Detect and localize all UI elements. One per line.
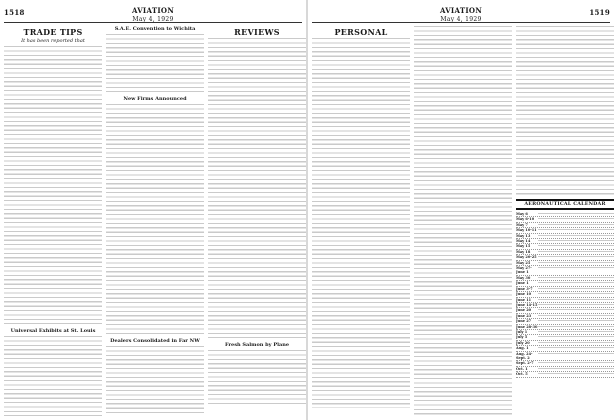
- right-column-1: [312, 26, 410, 416]
- calendar-event-text: [538, 353, 614, 356]
- calendar-event-text: [538, 336, 614, 339]
- calendar-date: July 5: [516, 335, 528, 340]
- sae-convention-headline: S.A.E. Convention to Wichita: [114, 26, 196, 32]
- calendar-event-text: [538, 277, 614, 280]
- calendar-event-text: [538, 293, 614, 296]
- universal-exhibits-headline: Universal Exhibits at St. Louis: [10, 328, 96, 334]
- calendar-date: Aug. 24-Sept. 2: [516, 351, 533, 360]
- calendar-event-text: [538, 256, 614, 259]
- calendar-date: May 6-10: [516, 217, 535, 222]
- calendar-date: May 6: [516, 212, 528, 216]
- calendar-event-text: [538, 282, 614, 285]
- calendar-date: May 20-25: [516, 255, 537, 260]
- calendar-event-text: [538, 347, 614, 350]
- calendar-row: [516, 372, 614, 377]
- calendar-event-text: [538, 299, 614, 302]
- calendar-event-text: [538, 245, 614, 248]
- new-firms-headline: New Firms Announced: [123, 96, 187, 102]
- left-column-1: [4, 26, 102, 416]
- sae-convention-body: [106, 34, 204, 92]
- trade-tips-body: [4, 46, 102, 324]
- calendar-date: June 1: [516, 281, 529, 286]
- dealers-consolidated-headline: Dealers Consolidated in Far NW: [110, 338, 200, 344]
- calendar-event-text: [538, 373, 614, 376]
- right-running-head: [312, 6, 610, 26]
- calendar-date: June 20: [516, 308, 532, 313]
- calendar-date: July 20: [516, 340, 530, 345]
- calendar-date: July 1: [516, 329, 528, 334]
- right-column-2: [414, 26, 512, 416]
- left-header-rule: [4, 22, 302, 23]
- left-running-head: [4, 6, 302, 26]
- left-magazine-title: AVIATION: [131, 6, 175, 15]
- calendar-date: May 13: [516, 233, 531, 238]
- personal-body-1: [312, 38, 410, 408]
- calendar-date: May 30: [516, 275, 531, 280]
- left-column-2: [106, 26, 204, 416]
- calendar-date: June 14-15: [516, 302, 538, 307]
- calendar-date: June 27: [516, 319, 532, 324]
- calendar-date: June 23: [516, 313, 532, 318]
- reviews-title: REVIEWS: [234, 27, 280, 37]
- calendar-date: June 28-30: [516, 324, 538, 329]
- calendar-date: June 10: [516, 292, 532, 297]
- trade-tips-title: TRADE TIPS: [23, 27, 83, 37]
- calendar-event-text: [538, 288, 614, 291]
- calendar-event-text: [538, 251, 614, 254]
- calendar-event-text: [538, 267, 614, 270]
- personal-body-3: [516, 26, 614, 196]
- calendar-row: [516, 352, 614, 362]
- personal-body-2: [414, 26, 512, 416]
- calendar-date: May 18: [516, 249, 531, 254]
- right-page: [308, 0, 614, 420]
- right-issue-date: May 4, 1929: [440, 16, 482, 23]
- fresh-salmon-body: [208, 350, 306, 406]
- calendar-event-text: [538, 229, 614, 232]
- calendar-date: June 11: [516, 297, 532, 302]
- aeronautical-calendar-title: AERONAUTICAL CALENDAR: [516, 199, 614, 210]
- left-issue-date: May 4, 1929: [132, 16, 174, 23]
- universal-exhibits-body: [4, 336, 102, 416]
- calendar-event-text: [538, 240, 614, 243]
- calendar-date: May 7: [516, 222, 528, 227]
- calendar-event-text: [538, 342, 614, 345]
- dealers-consolidated-body: [106, 346, 204, 416]
- calendar-event-text: [538, 326, 614, 329]
- right-header-rule: [312, 22, 610, 23]
- calendar-event-text: [538, 368, 614, 371]
- calendar-date: May 14: [516, 239, 531, 244]
- calendar-event-text: [538, 235, 614, 238]
- calendar-event-text: [538, 320, 614, 323]
- new-firms-body: [106, 104, 204, 334]
- trade-tips-subtitle: It has been reported that: [21, 38, 85, 44]
- calendar-date: Sept. 2-7: [516, 361, 534, 366]
- right-page-number: 1519: [589, 8, 610, 17]
- calendar-date: May 25: [516, 260, 531, 265]
- calendar-date: May 15: [516, 244, 531, 249]
- calendar-event-text: [538, 224, 614, 227]
- calendar-date: Oct. 5: [516, 372, 528, 377]
- aeronautical-calendar-list: [516, 212, 614, 378]
- calendar-date: May 27-June 1: [516, 266, 532, 275]
- calendar-event-text: [538, 315, 614, 318]
- calendar-row: [516, 266, 614, 276]
- calendar-date: Aug. 1: [516, 346, 529, 351]
- right-magazine-title: AVIATION: [439, 6, 483, 15]
- fresh-salmon-headline: Fresh Salmon by Plane: [224, 342, 290, 348]
- calendar-event-text: [538, 309, 614, 312]
- calendar-date: Oct. 1: [516, 366, 528, 371]
- calendar-event-text: [538, 218, 614, 221]
- calendar-event-text: [538, 362, 614, 365]
- right-column-3: [516, 26, 614, 416]
- reviews-body: [208, 38, 306, 338]
- calendar-event-text: [538, 331, 614, 334]
- left-column-3: [208, 26, 306, 416]
- calendar-date: May 10-11: [516, 228, 537, 233]
- calendar-event-text: [538, 304, 614, 307]
- personal-title: PERSONAL: [334, 27, 388, 37]
- calendar-event-text: [538, 262, 614, 265]
- left-page-number: 1518: [4, 8, 25, 17]
- left-page: [0, 0, 306, 420]
- calendar-event-text: [538, 213, 614, 216]
- calendar-date: June 3-7: [516, 286, 533, 291]
